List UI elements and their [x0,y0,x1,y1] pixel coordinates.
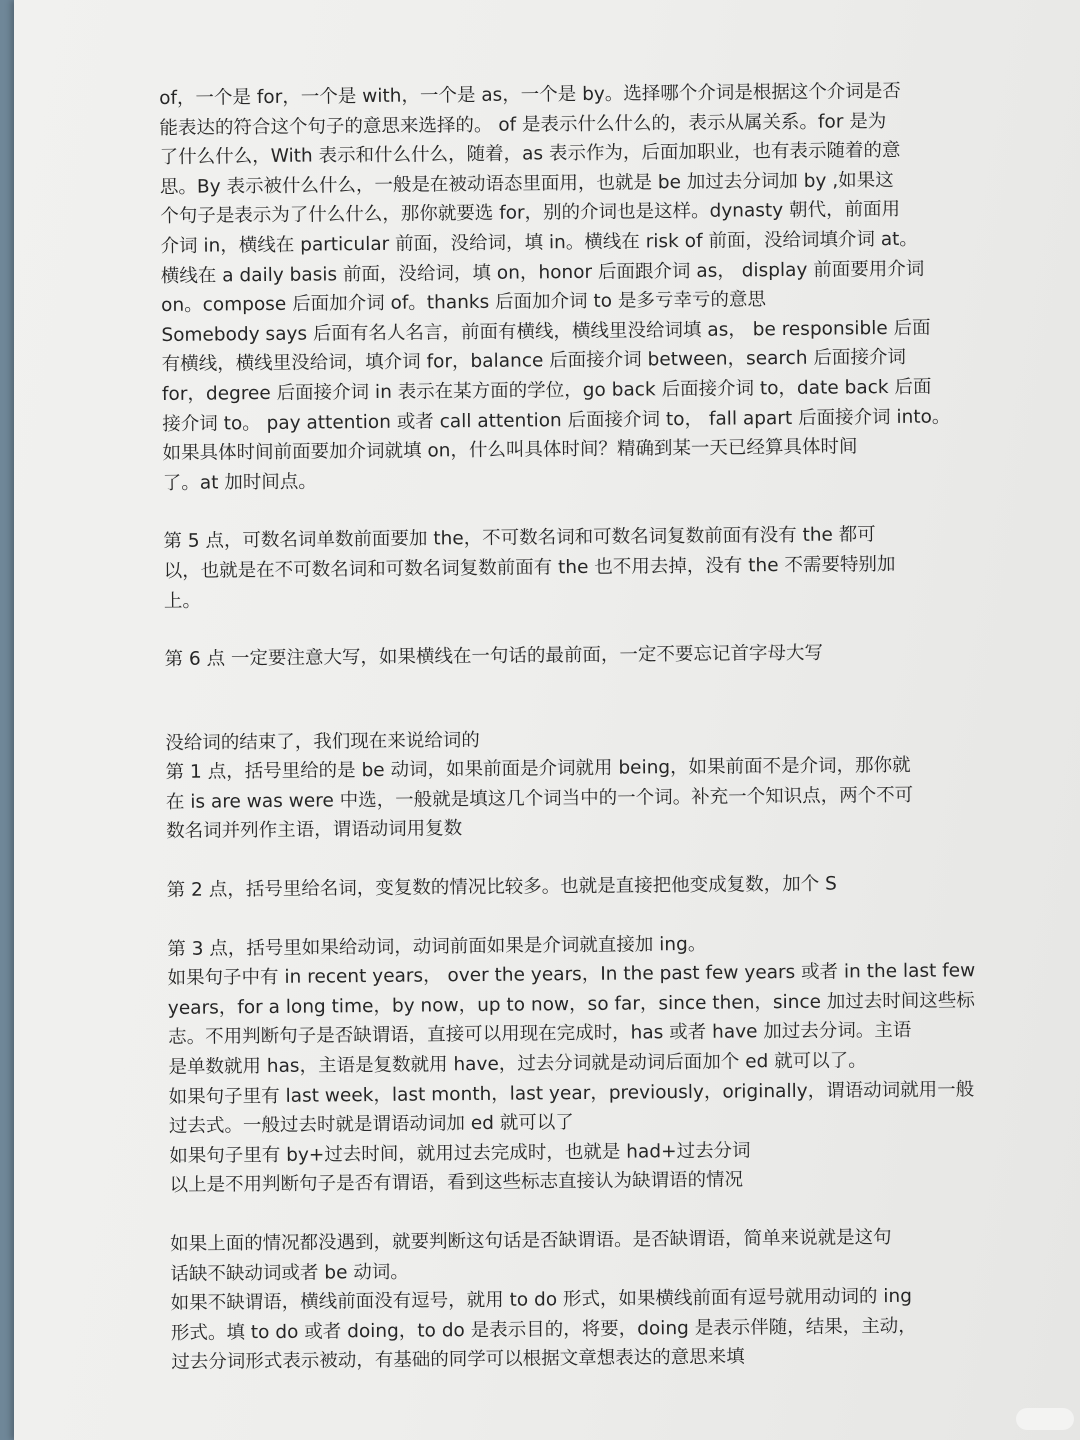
text-line: 志。不用判断句子是否缺谓语，直接可以用现在完成时，has 或者 have 加过去分词。主语 [168,1020,912,1049]
text-line: 没给词的结束了，我们现在来说给词的 [165,729,480,754]
paragraph-prepositions [159,76,1003,498]
text-line: 第 6 点 一定要注意大写，如果横线在一句话的最前面，一定不要忘记首字母大写 [164,642,824,671]
paragraph-given-words-point-3 [167,927,1010,1201]
book-page [14,0,1080,1440]
text-line: on。compose 后面加介词 of。thanks 后面加介词 to 是多亏幸亏的意思 [161,289,767,317]
text-line: 如果具体时间前面要加介词就填 on，什么叫具体时间？精确到某一天已经算具体时间 [162,436,858,465]
text-line: 过去分词形式表示被动，有基础的同学可以根据文章想表达的意思来填 [171,1346,745,1374]
text-line: 如果上面的情况都没遇到，就要判断这句话是否缺谓语。是否缺谓语，简单来说就是这句 [170,1227,892,1255]
text-line: years，for a long time，by now，up to now，so far，since then，since 加过去时间这些标 [167,990,975,1019]
text-line: 思。By 表示被什么什么，一般是在被动语态里面用，也就是 be 加过去分词加 by ,如果这 [159,169,894,198]
text-line: 能表达的符合这个句子的意思来选择的。 of 是表示什么什么的，表示从属关系。for 是为 [159,110,887,139]
text-line: 个句子是表示为了什么什么，那你就要选 for，别的介词也是这样。dynasty 朝代，前面用 [160,199,901,228]
text-line: 横线在 a daily basis 前面，没给词，填 on，honor 后面跟介词 as， display 前面要用介词 [160,258,925,287]
text-line: 过去式。一般过去时就是谓语动词加 ed 就可以了 [168,1112,574,1138]
text-line: 以，也就是在不可数名词和可数名词复数前面有 the 也不用去掉，没有 the 不需要特别加 [163,553,896,582]
text-line: 上。 [163,590,202,612]
text-line: 第 5 点，可数名词单数前面要加 the，不可数名词和可数名词复数前面有没有 the 都可 [163,524,876,553]
paragraph-predicate-check [170,1222,1011,1378]
text-line: 形式。填 to do 或者 doing，to do 是表示目的，将要，doing 是表示伴随，结果，主动， [170,1315,917,1344]
paragraph-given-words-point-1 [165,721,1006,847]
text-line: 第 2 点，括号里给名词，变复数的情况比较多。也就是直接把他变成复数，加个 S [166,873,837,902]
text-line: 数名词并列作主语，谓语动词用复数 [166,818,463,843]
paragraph-point-5 [163,519,1004,616]
text-line: 是单数就用 has，主语是复数就用 have，过去分词就是动词后面加个 ed 就可以了。 [168,1050,867,1078]
text-line: of，一个是 for，一个是 with，一个是 as，一个是 by。选择哪个介词是根据这个介词是否 [159,80,901,109]
text-line: 以上是不用判断句子是否有谓语，看到这些标志直接认为缺谓语的情况 [169,1169,744,1197]
page-text [159,76,1011,1378]
text-line: 第 3 点，括号里如果给动词，动词前面如果是介词就直接加 ing。 [167,933,707,960]
text-line: 如果句子中有 in recent years， over the years，In the past few years 或者 in the last few [167,960,976,990]
text-line: 话缺不缺动词或者 be 动词。 [170,1261,409,1285]
text-line: 介词 in，横线在 particular 前面，没给词，填 in。横线在 risk of 前面，没给词填介词 at。 [160,228,918,257]
text-line: 如果句子里有 by+过去时间，就用过去完成时，也就是 had+过去分词 [169,1140,751,1167]
text-line: 了什么什么，With 表示和什么什么，随着，as 表示作为，后面加职业，也有表示随着的意 [159,140,901,169]
text-line: Somebody says 后面有名人名言，前面有横线，横线里没给词填 as， be responsible 后面 [161,317,931,346]
text-line: 第 1 点，括号里给的是 be 动词，如果前面是介词就用 being，如果前面不是介词，那你就 [165,755,911,784]
text-line: 如果不缺谓语，横线前面没有逗号，就用 to do 形式，如果横线前面有逗号就用动词的 ing [170,1286,913,1315]
text-line: 有横线，横线里没给词，填介词 for，balance 后面接介词 between，search 后面接介词 [161,347,907,376]
text-line: 了。at 加时间点。 [162,471,317,494]
text-line: 在 is are was were 中选，一般就是填这几个词当中的一个词。补充一个知识点，两个不可 [165,784,914,813]
text-line: for，degree 后面接介词 in 表示在某方面的学位，go back 后面接介词 to，date back 后面 [161,376,932,405]
text-line: 接介词 to。 pay attention 或者 call attention 后面接介词 to， fall apart 后面接介词 into。 [162,405,951,435]
text-line: 如果句子里有 last week，last month，last year，previously，originally，谓语动词就用一般 [168,1078,975,1108]
watermark-badge [1016,1408,1074,1430]
